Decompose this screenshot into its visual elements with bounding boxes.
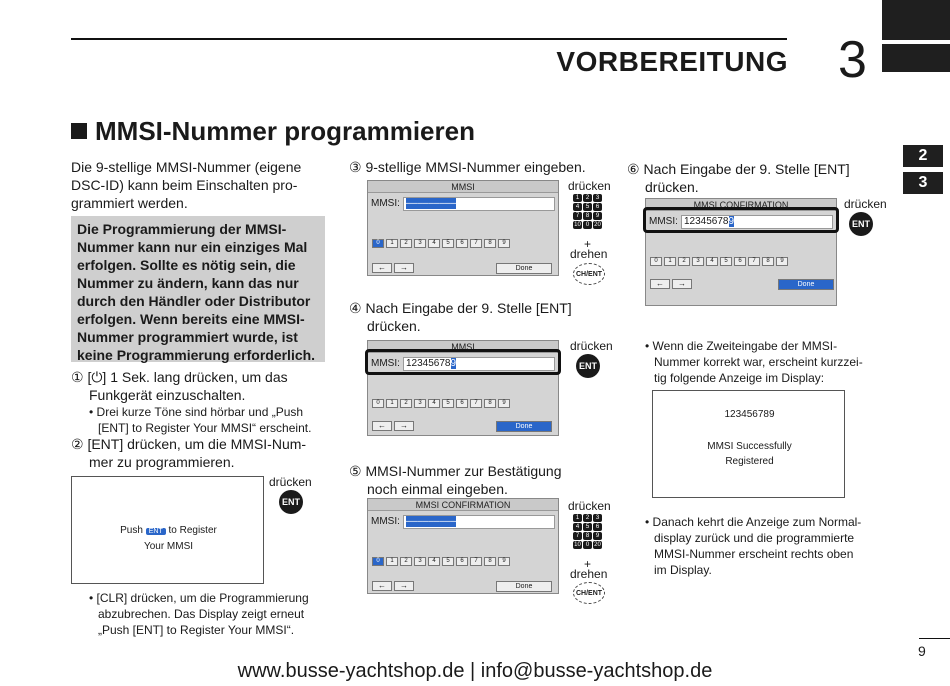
header-block-bottom — [882, 44, 950, 72]
right-arrow-button[interactable]: → — [394, 263, 414, 273]
mmsi-entry-screen: MMSI MMSI: ––––––––– 0 1 2 3 4 5 6 7 8 9 ← → Done — [367, 180, 559, 276]
right-arrow-button[interactable]: → — [672, 279, 692, 289]
right-arrow-button[interactable]: → — [394, 581, 414, 591]
header-block-top — [882, 0, 950, 40]
done-button[interactable]: Done — [496, 581, 552, 592]
ent-button-icon[interactable]: ENT — [849, 212, 873, 236]
left-arrow-button[interactable]: ← — [372, 263, 392, 273]
done-button[interactable]: Done — [778, 279, 834, 290]
numpad-icon: 1 2 3 4 5 6 7 8 9 10 0 20 — [574, 195, 601, 228]
page-rule — [919, 638, 950, 639]
page-number: 9 — [918, 643, 926, 659]
mmsi-input[interactable]: 123456789 — [403, 357, 555, 371]
digit-keys: 0 1 2 3 4 5 6 7 8 9 — [650, 257, 788, 266]
chapter-number: 3 — [838, 31, 867, 89]
press-label: drücken — [269, 475, 312, 489]
step-1: ① [⏻] 1 Sek. lang drücken, um das Funkgerät einzuschalten. • Drei kurze Töne sind hörbar und „Push [ENT] to Register Your MMSI“ erscheint. — [71, 369, 312, 435]
chapter-title: VORBEREITUNG — [556, 46, 788, 77]
mmsi-input[interactable]: ––––––––– — [403, 197, 555, 211]
section-title: MMSI-Nummer programmieren — [71, 116, 475, 147]
step-3: ③ 9-stellige MMSI-Nummer eingeben. — [349, 159, 586, 175]
clr-note: • [CLR] drücken, um die Programmierung abzubrechen. Das Display zeigt erneut „Push [ENT] to Register Your MMSI“. — [89, 591, 309, 637]
tab-chapter-3[interactable]: 3 — [903, 172, 943, 194]
numpad-icon: 1 2 3 4 5 6 7 8 9 10 0 20 — [574, 515, 601, 548]
step-2: ② [ENT] drücken, um die MMSI-Num- mer zu programmieren. — [71, 436, 307, 470]
left-arrow-button[interactable]: ← — [372, 581, 392, 591]
ent-button-icon[interactable]: ENT — [279, 490, 303, 514]
warning-box: Die Programmierung der MMSI- Nummer kann nur ein einziges Mal erfolgen. Sollte es nötig sein, die Nummer zu ändern, kann das nur durch den Händler oder Distributor erfolgen. Wenn bereits eine MMSI- Nummer programmiert wurde, ist keine Programmierung erforderlich. — [71, 216, 325, 362]
step-5: ⑤ MMSI-Nummer zur Bestätigung noch einmal eingeben. — [349, 463, 562, 497]
push-ent-screen: Push ENT to Register Your MMSI — [71, 476, 264, 584]
mmsi-complete-screen: MMSI MMSI: 123456789 0 1 2 3 4 5 6 7 8 9 ← → Done — [367, 340, 559, 436]
digit-keys: 0 1 2 3 4 5 6 7 8 9 — [372, 239, 510, 248]
ch-ent-dial-icon[interactable]: CH/ENT — [573, 263, 605, 285]
mmsi-field-highlight — [643, 207, 839, 233]
done-button[interactable]: Done — [496, 263, 552, 274]
success-screen: 123456789 MMSI Successfully Registered — [652, 390, 845, 498]
mmsi-field-highlight — [365, 349, 561, 375]
left-arrow-button[interactable]: ← — [650, 279, 670, 289]
mmsi-input[interactable]: 123456789 — [681, 215, 833, 229]
mmsi-input[interactable]: ––––––––– — [403, 515, 555, 529]
header-rule — [71, 38, 787, 40]
ent-button-icon[interactable]: ENT — [576, 354, 600, 378]
right-arrow-button[interactable]: → — [394, 421, 414, 431]
left-arrow-button[interactable]: ← — [372, 421, 392, 431]
intro-text: Die 9-stellige MMSI-Nummer (eigene DSC-ID) kann beim Einschalten pro- grammiert werden. — [71, 159, 302, 211]
mmsi-confirm-entry-screen: MMSI CONFIRMATION MMSI: ––––––––– 0 1 2 3 4 5 6 7 8 9 ← → Done — [367, 498, 559, 594]
success-note: • Wenn die Zweiteingabe der MMSI- Nummer korrekt war, erscheint kurzzei- tig folgende Anzeige im Display: — [645, 339, 863, 385]
digit-keys: 0 1 2 3 4 5 6 7 8 9 — [372, 399, 510, 408]
tab-chapter-2[interactable]: 2 — [903, 145, 943, 167]
footer-contact: www.busse-yachtshop.de | info@busse-yachtshop.de — [237, 660, 713, 682]
ent-key-icon: ENT — [146, 528, 166, 535]
square-bullet-icon — [71, 123, 87, 139]
done-button[interactable]: Done — [496, 421, 552, 432]
step-6: ⑥ Nach Eingabe der 9. Stelle [ENT] drücken. — [627, 161, 850, 195]
step-4: ④ Nach Eingabe der 9. Stelle [ENT] drücken. — [349, 300, 572, 334]
ch-ent-dial-icon[interactable]: CH/ENT — [573, 582, 605, 604]
mmsi-confirm-complete-screen: MMSI CONFIRMATION MMSI: 123456789 0 1 2 3 4 5 6 7 8 9 ← → Done — [645, 198, 837, 306]
digit-keys: 0 1 2 3 4 5 6 7 8 9 — [372, 557, 510, 566]
normal-display-note: • Danach kehrt die Anzeige zum Normal- display zurück und die programmierte MMSI-Nummer erscheint rechts oben im Display. — [645, 515, 862, 577]
